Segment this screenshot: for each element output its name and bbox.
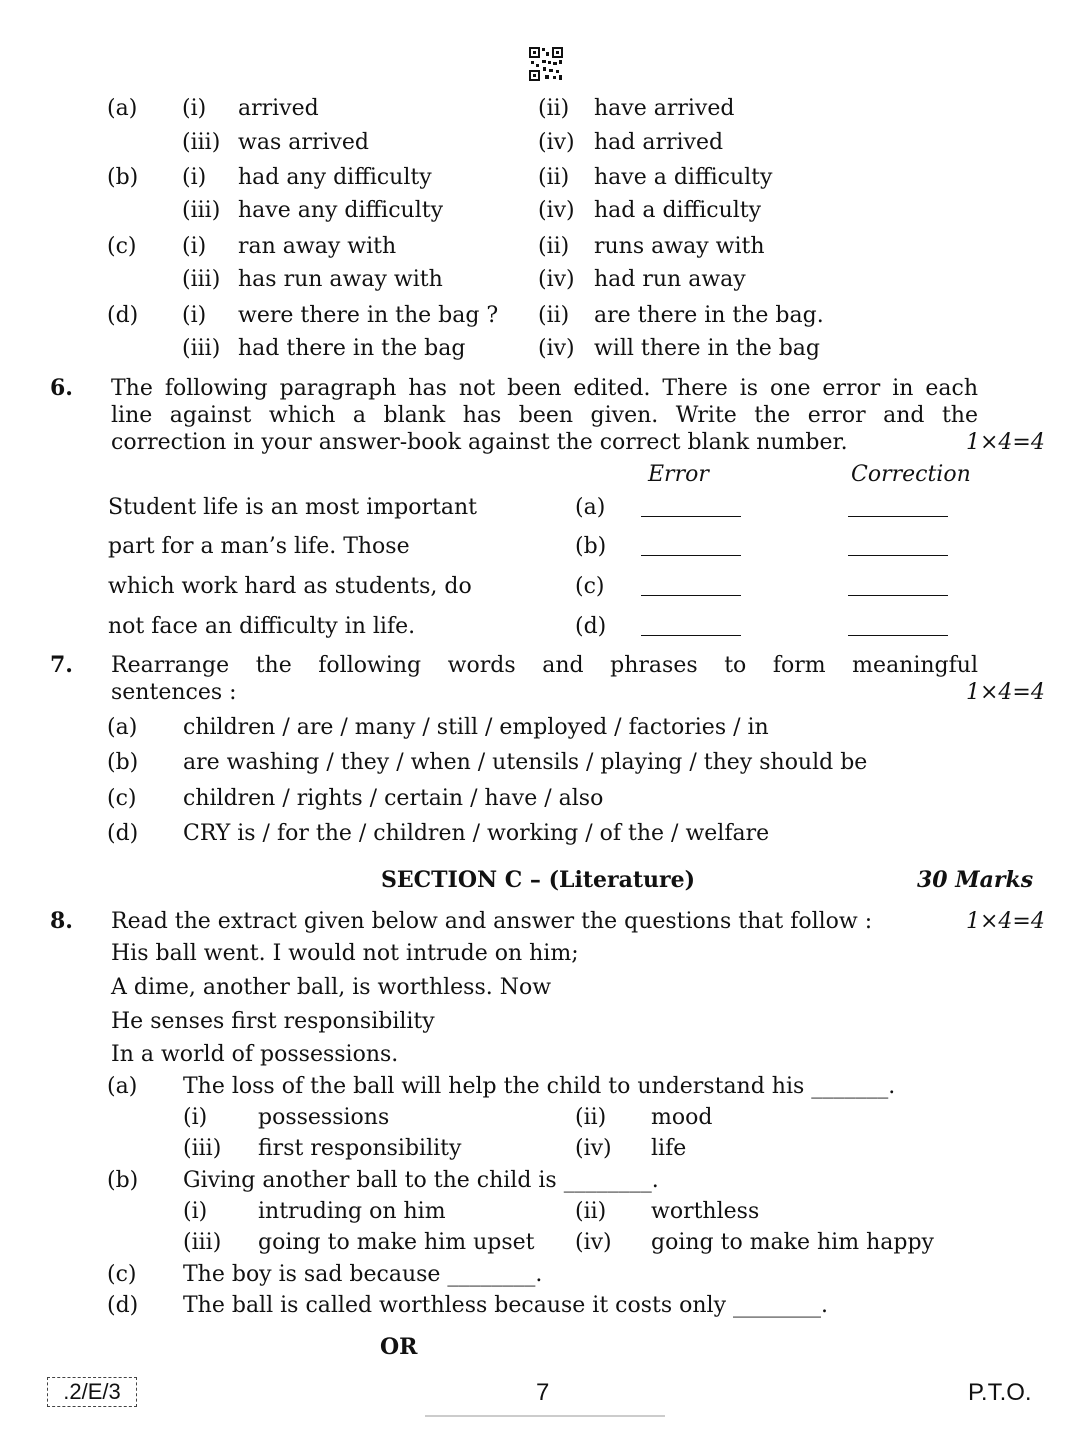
option-text: have any difficulty: [238, 198, 444, 223]
item-text: children / are / many / still / employed / factories / in: [183, 715, 769, 740]
option-number: (i): [183, 1105, 208, 1130]
question-text: Read the extract given below and answer the questions that follow :: [111, 909, 873, 934]
option-text: arrived: [238, 96, 319, 121]
option-number: (iv): [575, 1136, 612, 1161]
option-number: (iv): [538, 336, 575, 361]
option-letter: (b): [107, 165, 139, 190]
option-number: (iii): [182, 130, 221, 155]
option-text: were there in the bag ?: [238, 303, 499, 328]
section-title: SECTION C – (Literature): [381, 867, 695, 893]
question-number: 7.: [50, 652, 73, 678]
option-letter: (c): [107, 234, 137, 259]
option-number: (i): [182, 303, 207, 328]
error-blank: [641, 617, 741, 636]
item-label: (b): [107, 750, 139, 775]
poem-line: A dime, another ball, is worthless. Now: [111, 975, 552, 1000]
option-number: (ii): [538, 96, 570, 121]
option-number: (iv): [538, 198, 575, 223]
option-letter: (d): [107, 303, 139, 328]
option-number: (ii): [538, 234, 570, 259]
option-text: worthless: [651, 1199, 760, 1224]
option-text: runs away with: [594, 234, 765, 259]
option-number: (iii): [182, 198, 221, 223]
pto-label: P.T.O.: [968, 1379, 1032, 1406]
option-text: had arrived: [594, 130, 724, 155]
poem-line: In a world of possessions.: [111, 1042, 399, 1067]
option-text: going to make him happy: [651, 1230, 934, 1255]
option-number: (iii): [183, 1230, 222, 1255]
or-separator: OR: [380, 1334, 418, 1360]
marks-label: 1×4=4: [966, 430, 1045, 455]
option-number: (ii): [575, 1105, 607, 1130]
option-number: (iv): [575, 1230, 612, 1255]
error-blank: [641, 577, 741, 596]
subquestion-text: The ball is called worthless because it costs only ________.: [183, 1293, 829, 1318]
option-number: (ii): [575, 1199, 607, 1224]
option-text: going to make him upset: [258, 1230, 535, 1255]
subquestion-label: (c): [107, 1262, 137, 1287]
correction-blank: [848, 537, 948, 556]
question-text-line: sentences :: [111, 680, 237, 705]
blank-label: (c): [575, 574, 605, 599]
item-label: (a): [107, 715, 138, 740]
blank-label: (a): [575, 495, 606, 520]
error-blank: [641, 498, 741, 517]
passage-line: Student life is an most important: [108, 495, 477, 520]
poem-line: He senses first responsibility: [111, 1009, 435, 1034]
question-number: 8.: [50, 908, 73, 934]
question-number: 6.: [50, 375, 73, 401]
option-text: are there in the bag.: [594, 303, 824, 328]
item-label: (c): [107, 786, 137, 811]
option-text: had a difficulty: [594, 198, 762, 223]
correction-blank: [848, 577, 948, 596]
subquestion-text: Giving another ball to the child is ________.: [183, 1168, 659, 1193]
passage-line: part for a man’s life. Those: [108, 534, 410, 559]
qr-code-image: [528, 46, 564, 82]
marks-label: 1×4=4: [966, 909, 1045, 934]
option-text: mood: [651, 1105, 713, 1130]
question-text-line: line against which a blank has been given. Write the error and the: [111, 403, 978, 428]
passage-line: not face an difficulty in life.: [108, 614, 416, 639]
correction-blank: [848, 617, 948, 636]
item-label: (d): [107, 821, 139, 846]
option-text: have arrived: [594, 96, 735, 121]
option-number: (i): [183, 1199, 208, 1224]
option-text: has run away with: [238, 267, 443, 292]
option-number: (i): [182, 165, 207, 190]
blank-label: (b): [575, 534, 607, 559]
option-letter: (a): [107, 96, 138, 121]
option-text: had run away: [594, 267, 746, 292]
correction-blank: [848, 498, 948, 517]
footer-microtext-strip: [425, 1414, 665, 1418]
question-text-line: correction in your answer-book against the correct blank number.: [111, 430, 848, 455]
option-number: (ii): [538, 303, 570, 328]
option-number: (i): [182, 96, 207, 121]
subquestion-text: The boy is sad because ________.: [183, 1262, 543, 1287]
option-text: ran away with: [238, 234, 397, 259]
option-text: possessions: [258, 1105, 390, 1130]
blank-label: (d): [575, 614, 607, 639]
error-blank: [641, 537, 741, 556]
option-text: have a difficulty: [594, 165, 773, 190]
correction-column-heading: Correction: [851, 462, 971, 487]
question-text-line: The following paragraph has not been edited. There is one error in each: [111, 376, 978, 401]
option-text: will there in the bag: [594, 336, 820, 361]
item-text: CRY is / for the / children / working / of the / welfare: [183, 821, 770, 846]
option-text: had any difficulty: [238, 165, 432, 190]
subquestion-label: (a): [107, 1074, 138, 1099]
option-number: (iv): [538, 130, 575, 155]
error-column-heading: Error: [648, 462, 709, 487]
option-number: (ii): [538, 165, 570, 190]
section-marks: 30 Marks: [917, 867, 1034, 893]
subquestion-label: (b): [107, 1168, 139, 1193]
paper-code-box: [47, 1377, 137, 1407]
option-number: (iii): [182, 336, 221, 361]
option-text: intruding on him: [258, 1199, 446, 1224]
passage-line: which work hard as students, do: [108, 574, 472, 599]
option-text: had there in the bag: [238, 336, 466, 361]
marks-label: 1×4=4: [966, 680, 1045, 705]
subquestion-label: (d): [107, 1293, 139, 1318]
option-number: (iii): [183, 1136, 222, 1161]
option-text: was arrived: [238, 130, 369, 155]
poem-line: His ball went. I would not intrude on him;: [111, 941, 579, 966]
paper-code: .2/E/3: [63, 1379, 121, 1404]
option-number: (iii): [182, 267, 221, 292]
option-text: first responsibility: [258, 1136, 462, 1161]
option-text: life: [651, 1136, 687, 1161]
subquestion-text: The loss of the ball will help the child to understand his _______.: [183, 1074, 896, 1099]
option-number: (iv): [538, 267, 575, 292]
page-number: 7: [536, 1379, 550, 1406]
question-text-line: Rearrange the following words and phrases to form meaningful: [111, 653, 978, 678]
item-text: are washing / they / when / utensils / playing / they should be: [183, 750, 868, 775]
option-number: (i): [182, 234, 207, 259]
item-text: children / rights / certain / have / also: [183, 786, 604, 811]
